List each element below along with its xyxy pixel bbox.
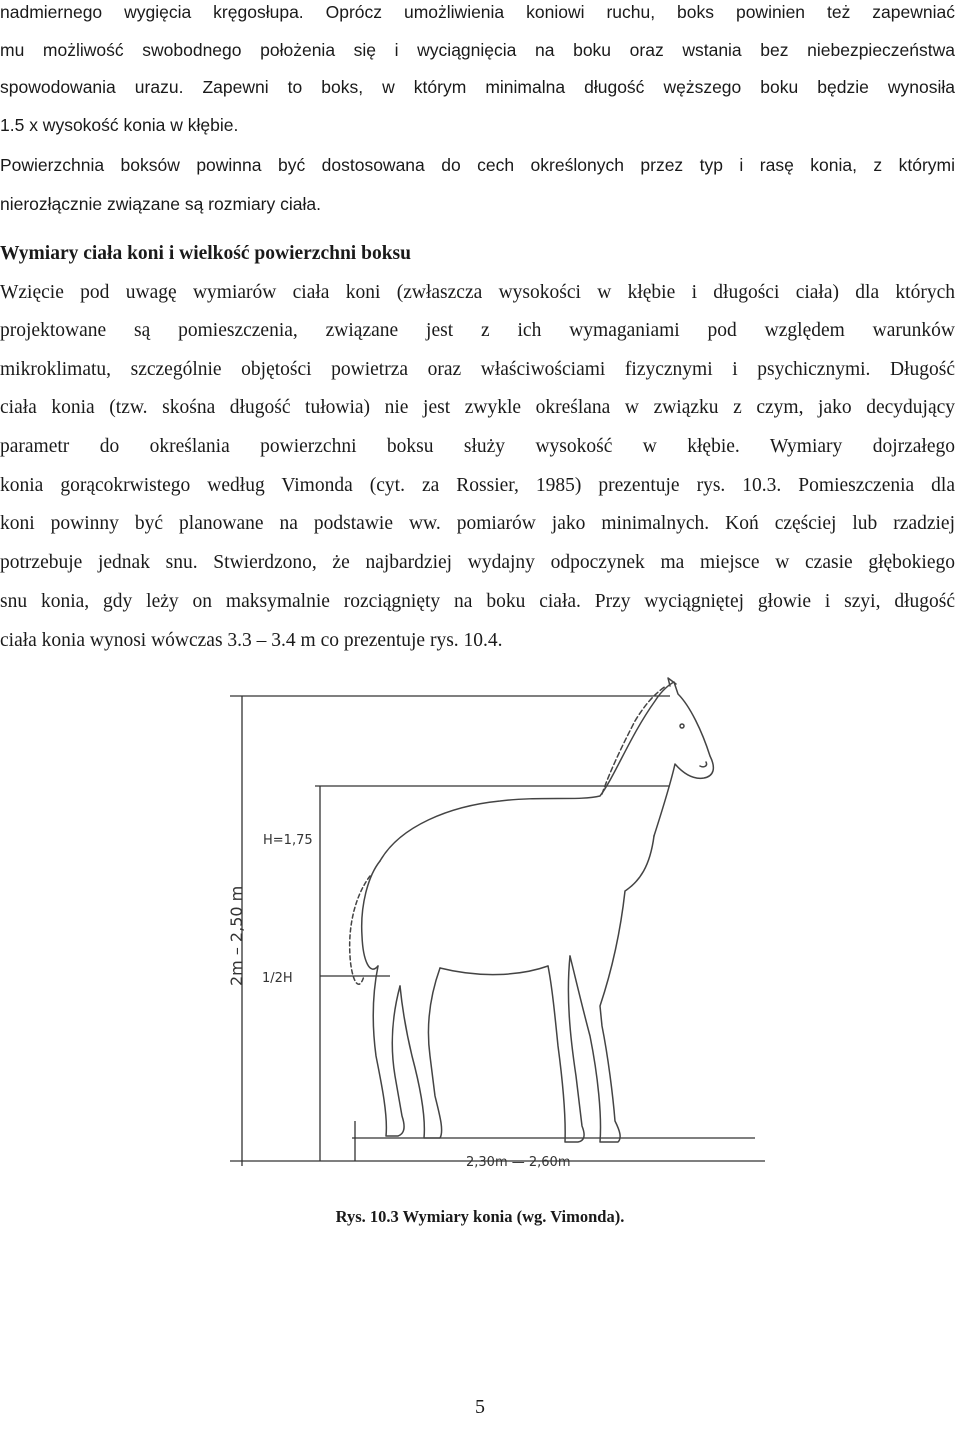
text-line: Wzięcie pod uwagę wymiarów ciała koni (zwłaszcza wysokości w kłębie i długości ciała) dla których bbox=[0, 282, 955, 303]
half-height-label: 1/2H bbox=[262, 971, 293, 986]
height-h-label: H=1,75 bbox=[263, 833, 313, 848]
figure-caption: Rys. 10.3 Wymiary konia (wg. Vimonda). bbox=[335, 1206, 625, 1226]
text-line: mu możliwość swobodnego położenia się i wyciągnięcia na boku oraz wstania bez niebezpieczeństwa bbox=[0, 40, 955, 60]
text-line: spowodowania urazu. Zapewni to boks, w którym minimalna długość węższego boku będzie wynosiła bbox=[0, 77, 955, 97]
text-line: Powierzchnia boksów powinna być dostosowana do cech określonych przez typ i rasę konia, z którymi bbox=[0, 155, 955, 175]
text-line: konia gorącokrwistego według Vimonda (cyt. za Rossier, 1985) prezentuje rys. 10.3. Pomieszczenia dla bbox=[0, 475, 955, 496]
eye bbox=[680, 724, 684, 728]
outer-height-label: 2m – 2,50 m bbox=[227, 885, 246, 986]
text-line: projektowane są pomieszczenia, związane jest z ich wymaganiami pod względem warunków bbox=[0, 320, 955, 341]
horse-outline bbox=[350, 678, 714, 1142]
text-line: mikroklimatu, szczególnie objętości powietrza oraz właściwościami fizycznymi i psychicznymi. Długość bbox=[0, 359, 955, 380]
text-line: koni powinny być planowane na podstawie ww. pomiarów jako minimalnych. Koń częściej lub rzadziej bbox=[0, 513, 955, 534]
text-line: 1.5 x wysokość konia w kłębie. bbox=[0, 115, 239, 135]
page-number: 5 bbox=[475, 1396, 485, 1418]
text-line: potrzebuje jednak snu. Stwierdzono, że najbardziej wydajny odpoczynek ma miejsce w czasie głębokiego bbox=[0, 552, 955, 573]
horse-drawing bbox=[227, 676, 765, 1176]
horse-dimensions-figure bbox=[227, 676, 765, 1176]
text-line: ciała konia (tzw. skośna długość tułowia) nie jest zwykle określana w związku z czym, jako decydujący bbox=[0, 397, 955, 418]
width-label: 2,30m — 2,60m bbox=[466, 1155, 571, 1170]
section-heading: Wymiary ciała koni i wielkość powierzchni boksu bbox=[0, 243, 411, 264]
text-line: nadmiernego wygięcia kręgosłupa. Oprócz umożliwienia koniowi ruchu, boks powinien też zapewniać bbox=[0, 2, 955, 22]
text-line: nierozłącznie związane są rozmiary ciała. bbox=[0, 194, 321, 214]
text-line: parametr do określania powierzchni boksu służy wysokość w kłębie. Wymiary dojrzałego bbox=[0, 436, 955, 457]
text-line: snu konia, gdy leży on maksymalnie rozciągnięty na boku ciała. Przy wyciągniętej głowie i szyi, długość bbox=[0, 591, 955, 612]
text-line: ciała konia wynosi wówczas 3.3 – 3.4 m co prezentuje rys. 10.4. bbox=[0, 630, 503, 651]
